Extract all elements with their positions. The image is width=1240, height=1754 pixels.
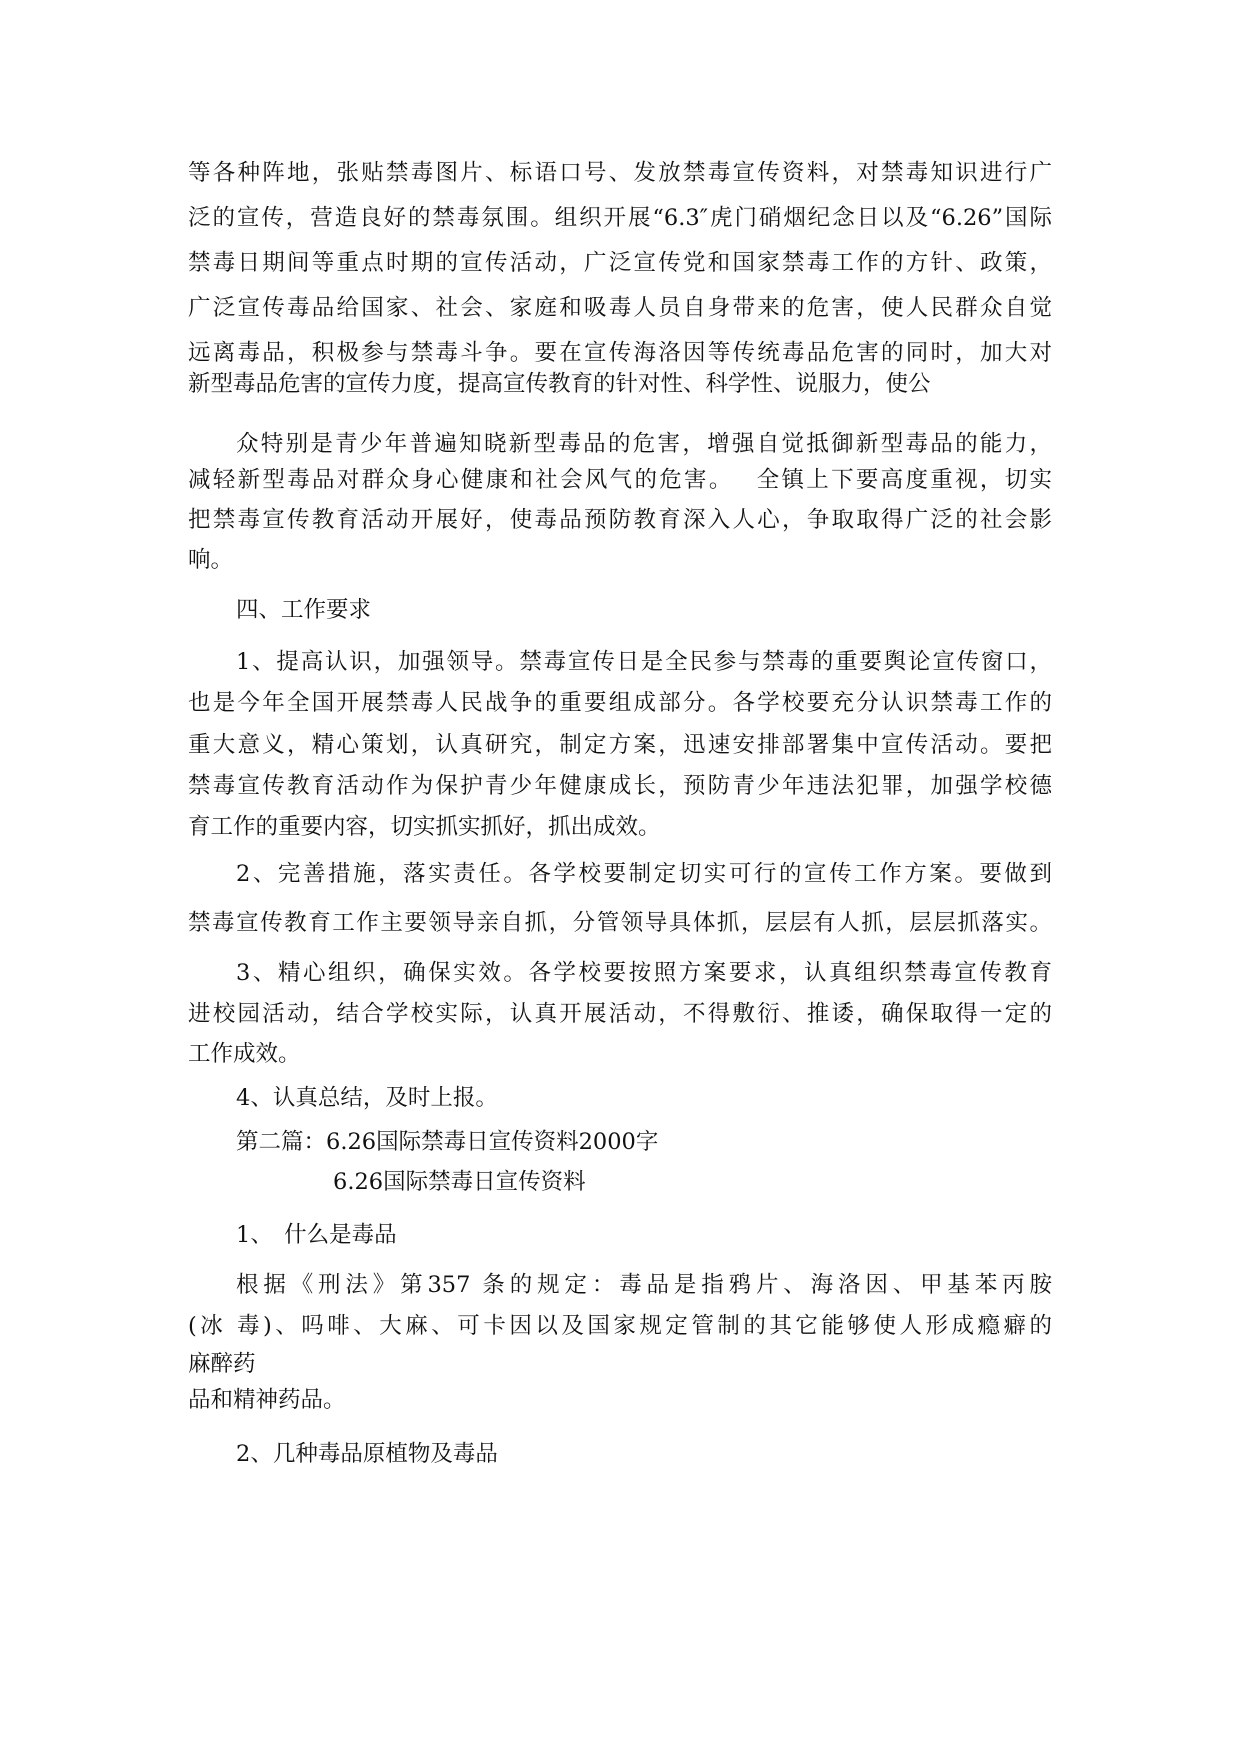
question-1-body-line-1: 根据《刑法》第357 条的规定：毒品是指鸦片、海洛因、甲基苯丙胺 — [236, 1272, 1052, 1298]
question-1-body-line-2: (冰 毒)、吗啡、大麻、可卡因以及国家规定管制的其它能够使人形成瘾癖的 — [188, 1313, 1052, 1339]
paragraph-2-line-2: 减轻新型毒品对群众身心健康和社会风气的危害。 全镇上下要高度重视，切实 — [188, 467, 1052, 493]
question-1-heading: 1、 什么是毒品 — [236, 1222, 397, 1248]
item-2-line-2: 禁毒宣传教育工作主要领导亲自抓，分管领导具体抓，层层有人抓，层层抓落实。 — [188, 910, 1052, 936]
item-1-line-5: 育工作的重要内容，切实抓实抓好，抓出成效。 — [188, 814, 661, 840]
paragraph-2-line-3: 把禁毒宣传教育活动开展好，使毒品预防教育深入人心，争取取得广泛的社会影 — [188, 507, 1052, 533]
paragraph-2-line-1: 众特别是青少年普遍知晓新型毒品的危害，增强自觉抵御新型毒品的能力， — [236, 431, 1052, 457]
paragraph-1-line-3: 禁毒日期间等重点时期的宣传活动，广泛宣传党和国家禁毒工作的方针、政策， — [188, 250, 1052, 276]
question-1-body-line-3: 麻醉药 — [188, 1351, 256, 1377]
question-2-heading: 2、几种毒品原植物及毒品 — [236, 1441, 498, 1467]
item-2-line-1: 2、完善措施，落实责任。各学校要制定切实可行的宣传工作方案。要做到 — [236, 861, 1052, 887]
paragraph-2-line-4: 响。 — [188, 547, 234, 573]
item-1-line-3: 重大意义，精心策划，认真研究，制定方案，迅速安排部署集中宣传活动。要把 — [188, 732, 1052, 758]
paragraph-1-line-1: 等各种阵地，张贴禁毒图片、标语口号、发放禁毒宣传资料，对禁毒知识进行广 — [188, 160, 1052, 186]
item-1-line-1: 1、提高认识，加强领导。禁毒宣传日是全民参与禁毒的重要舆论宣传窗口， — [236, 649, 1052, 675]
paragraph-1-line-4: 广泛宣传毒品给国家、社会、家庭和吸毒人员自身带来的危害，使人民群众自觉 — [188, 295, 1052, 321]
item-3-line-2: 进校园活动，结合学校实际，认真开展活动，不得敷衍、推诿，确保取得一定的 — [188, 1001, 1052, 1027]
item-1-line-4: 禁毒宣传教育活动作为保护青少年健康成长，预防青少年违法犯罪，加强学校德 — [188, 773, 1052, 799]
item-1-line-2: 也是今年全国开展禁毒人民战争的重要组成部分。各学校要充分认识禁毒工作的 — [188, 690, 1052, 716]
paragraph-1-line-2: 泛的宣传，营造良好的禁毒氛围。组织开展“6.3″虎门硝烟纪念日以及“6.26”国际 — [188, 205, 1052, 231]
item-4: 4、认真总结，及时上报。 — [236, 1085, 498, 1111]
section-heading-work-requirements: 四、工作要求 — [236, 597, 372, 623]
question-1-body-line-4: 品和精神药品。 — [188, 1387, 346, 1413]
paragraph-1-line-6: 新型毒品危害的宣传力度，提高宣传教育的针对性、科学性、说服力，使公 — [188, 371, 931, 397]
item-3-line-3: 工作成效。 — [188, 1041, 301, 1067]
paragraph-1-line-5: 远离毒品，积极参与禁毒斗争。要在宣传海洛因等传统毒品危害的同时，加大对 — [188, 340, 1052, 366]
part-2-title: 6.26国际禁毒日宣传资料 — [333, 1169, 586, 1195]
part-2-heading: 第二篇：6.26国际禁毒日宣传资料2000字 — [236, 1129, 659, 1155]
item-3-line-1: 3、精心组织，确保实效。各学校要按照方案要求，认真组织禁毒宣传教育 — [236, 960, 1052, 986]
